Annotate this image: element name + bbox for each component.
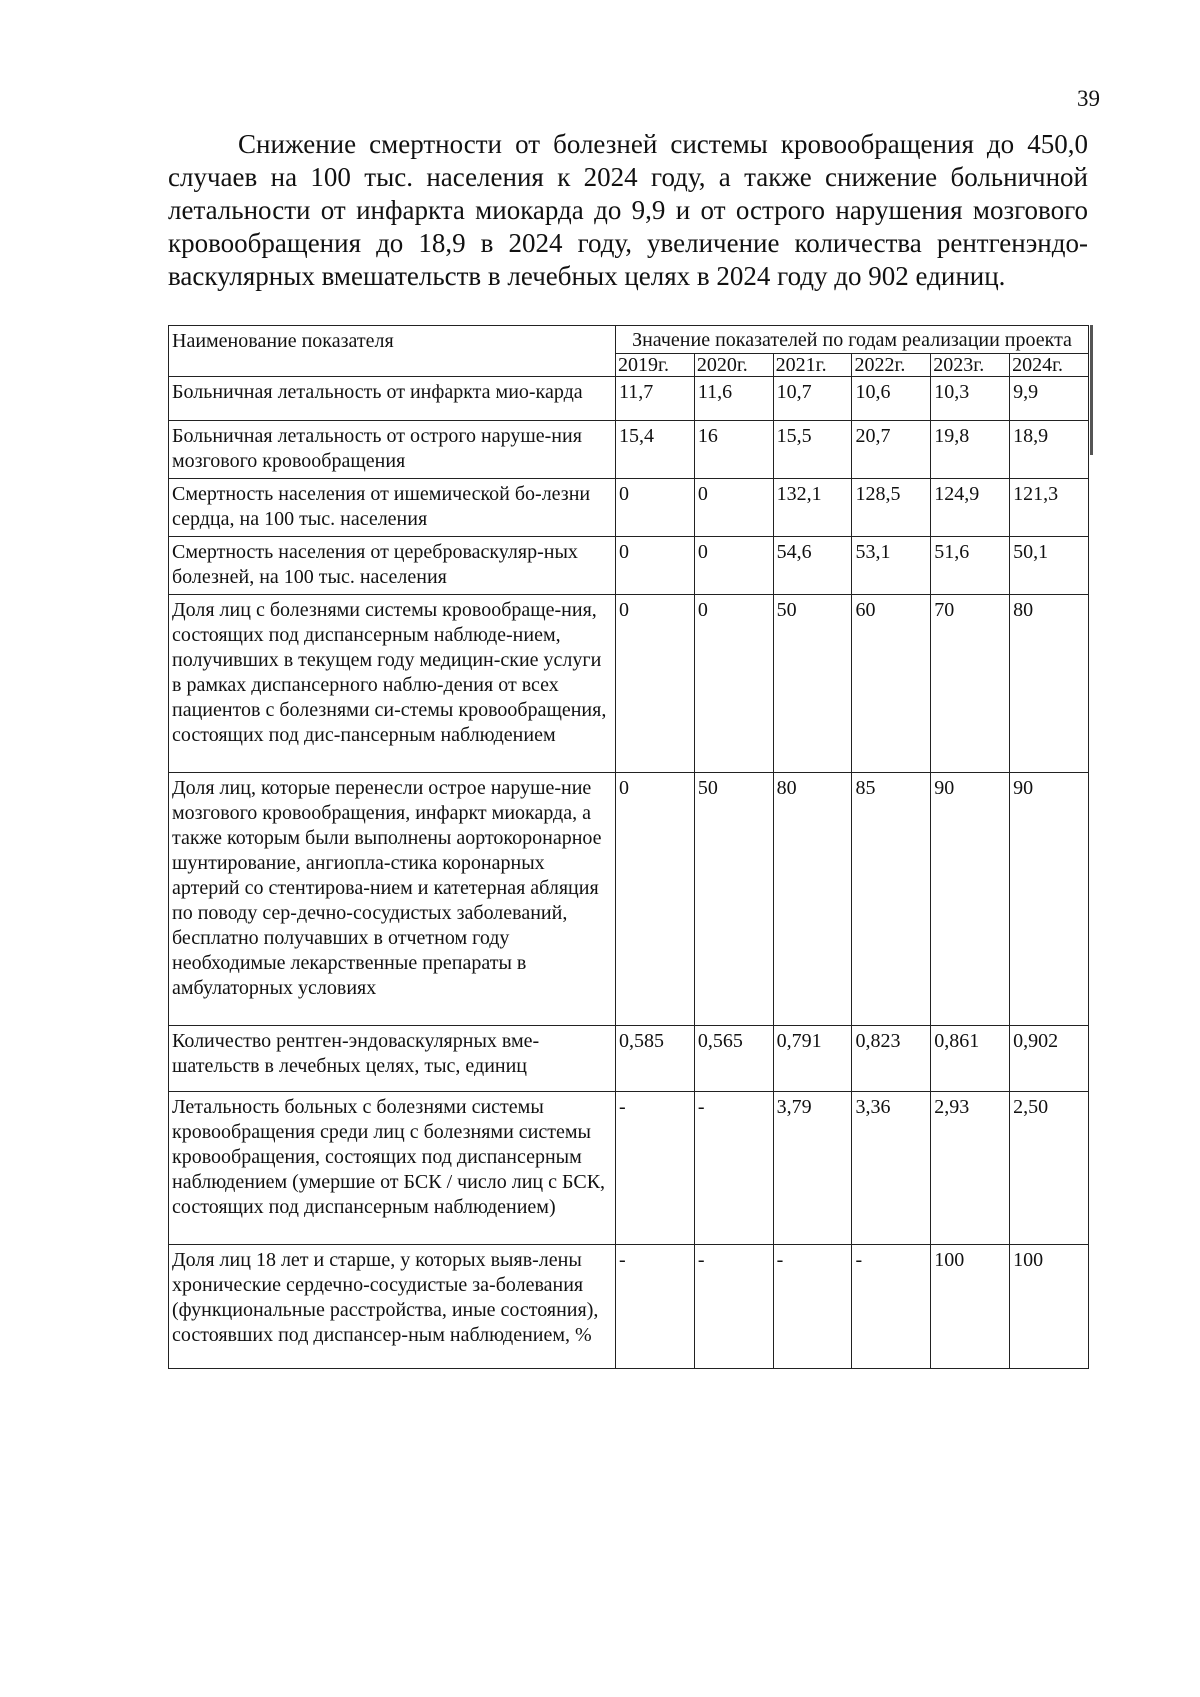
indicator-name-cell: Доля лиц, которые перенесли острое наруше-ние мозгового кровообращения, инфаркт миокарда, а также которым были выполнены аортокоронарное шунтирование, ангиопла-стика коронарных артерий со стентирова-нием и катетерная абляция по поводу сер-дечно-сосудистых заболеваний, бесплатно получавших в отчетном году необходимые лекарственные препараты в амбулаторных условиях xyxy=(169,773,616,1026)
indicator-name-cell: Смертность населения от ишемической бо-лезни сердца, на 100 тыс. населения xyxy=(169,479,616,537)
year-header: 2019г. xyxy=(616,354,695,377)
indicators-table xyxy=(168,325,1089,1369)
year-header: 2023г. xyxy=(931,354,1010,377)
value-cell-2019г: 0 xyxy=(616,479,695,537)
value-cell-2024г: 0,902 xyxy=(1010,1026,1089,1092)
value-cell-2022г: 0,823 xyxy=(852,1026,931,1092)
year-header: 2021г. xyxy=(773,354,852,377)
table-row xyxy=(169,773,1089,1026)
table-row xyxy=(169,537,1089,595)
value-cell-2022г: 10,6 xyxy=(852,377,931,421)
value-cell-2024г: 9,9 xyxy=(1010,377,1089,421)
indicator-name-cell: Доля лиц 18 лет и старше, у которых выяв-лены хронические сердечно-сосудистые за-болевания (функциональные расстройства, иные состояния), состоявших под диспансер-ным наблюдением, % xyxy=(169,1245,616,1369)
value-cell-2021г: 0,791 xyxy=(773,1026,852,1092)
value-cell-2023г: 124,9 xyxy=(931,479,1010,537)
value-cell-2019г: 0 xyxy=(616,595,695,773)
indicator-name-cell: Количество рентген-эндоваскулярных вме-шательств в лечебных целях, тыс, единиц xyxy=(169,1026,616,1092)
value-cell-2024г: 80 xyxy=(1010,595,1089,773)
value-cell-2024г: 2,50 xyxy=(1010,1092,1089,1245)
value-cell-2019г: 0 xyxy=(616,537,695,595)
header-indicator-name: Наименование показателя xyxy=(169,326,616,377)
scan-edge-mark xyxy=(1090,325,1093,455)
value-cell-2024г: 90 xyxy=(1010,773,1089,1026)
header-values-by-year: Значение показателей по годам реализации проекта xyxy=(616,326,1089,354)
value-cell-2019г: - xyxy=(616,1092,695,1245)
table-row xyxy=(169,595,1089,773)
value-cell-2023г: 0,861 xyxy=(931,1026,1010,1092)
value-cell-2022г: 60 xyxy=(852,595,931,773)
intro-paragraph: Снижение смертности от болезней системы кровообращения до 450,0 случаев на 100 тыс. населения к 2024 году, а также снижение больничной летальности от инфаркта миокарда до 9,9 и от острого нарушения мозгового кровообращения до 18,9 в 2024 году, увеличение количества рентгенэндо-васкулярных вмешательств в лечебных целях в 2024 году до 902 единиц. xyxy=(168,129,1088,291)
value-cell-2019г: 0,585 xyxy=(616,1026,695,1092)
value-cell-2023г: 70 xyxy=(931,595,1010,773)
value-cell-2021г: - xyxy=(773,1245,852,1369)
value-cell-2022г: 20,7 xyxy=(852,421,931,479)
table-row xyxy=(169,1092,1089,1245)
value-cell-2023г: 90 xyxy=(931,773,1010,1026)
value-cell-2019г: - xyxy=(616,1245,695,1369)
indicator-name-cell: Больничная летальность от острого наруше-ния мозгового кровообращения xyxy=(169,421,616,479)
year-header: 2022г. xyxy=(852,354,931,377)
value-cell-2021г: 50 xyxy=(773,595,852,773)
value-cell-2022г: - xyxy=(852,1245,931,1369)
value-cell-2021г: 10,7 xyxy=(773,377,852,421)
value-cell-2021г: 80 xyxy=(773,773,852,1026)
value-cell-2024г: 100 xyxy=(1010,1245,1089,1369)
value-cell-2022г: 3,36 xyxy=(852,1092,931,1245)
value-cell-2024г: 121,3 xyxy=(1010,479,1089,537)
value-cell-2019г: 15,4 xyxy=(616,421,695,479)
table-row xyxy=(169,421,1089,479)
value-cell-2023г: 2,93 xyxy=(931,1092,1010,1245)
value-cell-2020г: 0,565 xyxy=(694,1026,773,1092)
value-cell-2024г: 50,1 xyxy=(1010,537,1089,595)
value-cell-2021г: 15,5 xyxy=(773,421,852,479)
value-cell-2019г: 0 xyxy=(616,773,695,1026)
value-cell-2022г: 53,1 xyxy=(852,537,931,595)
value-cell-2021г: 132,1 xyxy=(773,479,852,537)
value-cell-2021г: 3,79 xyxy=(773,1092,852,1245)
value-cell-2020г: 0 xyxy=(694,537,773,595)
value-cell-2020г: - xyxy=(694,1245,773,1369)
page-number: 39 xyxy=(1077,86,1100,111)
value-cell-2024г: 18,9 xyxy=(1010,421,1089,479)
table-row xyxy=(169,479,1089,537)
value-cell-2022г: 85 xyxy=(852,773,931,1026)
year-header: 2020г. xyxy=(694,354,773,377)
indicator-name-cell: Больничная летальность от инфаркта мио-карда xyxy=(169,377,616,421)
value-cell-2020г: - xyxy=(694,1092,773,1245)
table-row xyxy=(169,377,1089,421)
indicator-name-cell: Летальность больных с болезнями системы кровообращения среди лиц с болезнями системы кровообращения, состоящих под диспансерным наблюдением (умершие от БСК / число лиц с БСК, состоящих под диспансерным наблюдением) xyxy=(169,1092,616,1245)
table-row xyxy=(169,1245,1089,1369)
table-row xyxy=(169,1026,1089,1092)
indicator-name-cell: Доля лиц с болезнями системы кровообраще-ния, состоящих под диспансерным наблюде-нием, получивших в текущем году медицин-ские услуги в рамках диспансерного наблю-дения от всех пациентов с болезнями си-стемы кровообращения, состоящих под дис-пансерным наблюдением xyxy=(169,595,616,773)
value-cell-2020г: 16 xyxy=(694,421,773,479)
value-cell-2021г: 54,6 xyxy=(773,537,852,595)
value-cell-2020г: 0 xyxy=(694,479,773,537)
value-cell-2023г: 19,8 xyxy=(931,421,1010,479)
year-header: 2024г. xyxy=(1010,354,1089,377)
value-cell-2023г: 51,6 xyxy=(931,537,1010,595)
value-cell-2020г: 11,6 xyxy=(694,377,773,421)
value-cell-2020г: 50 xyxy=(694,773,773,1026)
value-cell-2023г: 100 xyxy=(931,1245,1010,1369)
value-cell-2019г: 11,7 xyxy=(616,377,695,421)
indicator-name-cell: Смертность населения от цереброваскуляр-ных болезней, на 100 тыс. населения xyxy=(169,537,616,595)
value-cell-2022г: 128,5 xyxy=(852,479,931,537)
value-cell-2020г: 0 xyxy=(694,595,773,773)
value-cell-2023г: 10,3 xyxy=(931,377,1010,421)
